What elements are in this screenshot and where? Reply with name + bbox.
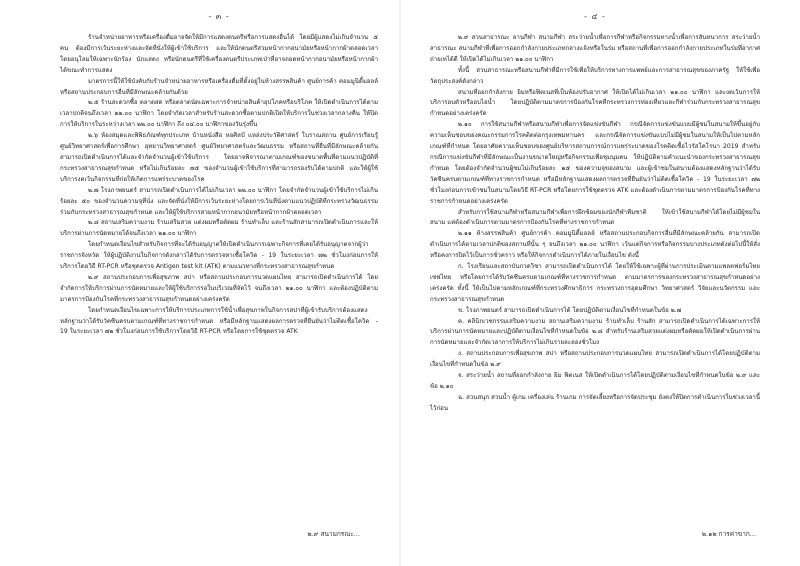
right-paragraph: ง. สถานประกอบการเพื่อสุขภาพ สปา หรือสถานประกอบการนวดแผนไทย สามารถเปิดดำเนินการได้โดยปฏิบัติตามเงื่อนไขที่กำหนดในข้อ ๒.๙	[430, 350, 760, 369]
left-paragraph: ร้านจำหน่ายอาหารหรือเครื่องดื่มอาจจัดให้มีการแสดงดนตรีหรือการแสดงอื่นได้ โดยมีผู้แสดงไม่เกินจำนวน ๕ คน ต้องมีการเว้นระยะห่างและจัดที่นั่งให้ผู้เข้าใช้บริการ และให้นักดนตรีสวมหน้ากากอนามัยหรือหน้ากากผ้าตลอดเวลา โดยอนุโลมให้เฉพาะนักร้อง นักแสดง หรือนักดนตรีที่ใช้เครื่องดนตรีประเภทเป่าที่อาจถอดหน้ากากอนามัยหรือหน้ากากผ้าได้ขณะทำการแสดง	[60, 34, 378, 74]
left-paragraph: ๒.๙ สถานประกอบการเพื่อสุขภาพ สปา หรือสถานประกอบการนวดแผนไทย สามารถเปิดดำเนินการได้ โดยจำกัดการให้บริการผ่านการนัดหมายและให้ผู้ใช้บริการรอในบริเวณที่จัดไว้ จนถึงเวลา ๒๑.๐๐ นาฬิกา และต้องปฏิบัติตามมาตรการป้องกันโรคที่กระทรวงสาธารณสุขกำหนดอย่างเคร่งครัด	[60, 273, 378, 303]
right-paragraph: จ. สระว่ายน้ำ สถานที่ออกกำลังกาย ยิม ฟิตเนส ให้เปิดดำเนินการได้โดยปฏิบัติตามเงื่อนไขที่กำหนดในข้อ ๒.๙ และข้อ ๒.๑๐	[430, 372, 760, 390]
left-paragraph: ๒.๗ โรงภาพยนตร์ สามารถเปิดดำเนินการได้ไม่เกินเวลา ๒๒.๐๐ นาฬิกา โดยจำกัดจำนวนผู้เข้าใช้บริการไม่เกินร้อยละ ๕๐ ของจำนวนความจุที่นั่ง และจัดที่นั่งให้มีการเว้นระยะห่างโดยการเว้นที่นั่งตามแนวปฏิบัติที่กระทรวงวัฒนธรรมร่วมกับกระทรวงสาธารณสุขกำหนด และให้ผู้ใช้บริการสวมหน้ากากอนามัยหรือหน้ากากผ้าตลอดเวลา	[60, 186, 378, 216]
left-paragraph: ๒.๕ ร้านสะดวกซื้อ ตลาดสด หรือตลาดนัดเฉพาะการจำหน่ายสินค้าอุปโภคหรือบริโภค ให้เปิดดำเนินการได้ตามเวลาปกติจนถึงเวลา ๒๒.๐๐ นาฬิกา โดยจำกัดเวลาสำหรับร้านสะดวกซื้อตามปกติเปิดให้บริการในช่วงเวลากลางคืน ให้ปิดการให้บริการในระหว่างเวลา ๒๒.๐๐ นาฬิกา ถึง ๐๔.๐๐ นาฬิกาของวันรุ่งขึ้น	[60, 99, 378, 129]
right-page	[400, 0, 800, 566]
right-paragraph: ๒.๑๑ ห้างสรรพสินค้า ศูนย์การค้า คอมมูนิตี้มอลล์ หรือสถานประกอบกิจการอื่นที่มีลักษณะคล้ายกัน สามารถเปิดดำเนินการได้ตามเวลาปกติของสถานที่นั้น ๆ จนถึงเวลา ๒๑.๐๐ นาฬิกา เว้นแต่กิจการหรือกิจกรรมบางประเภทดังต่อไปนี้ให้สั่งหรือคงการปิดไว้เป็นการชั่วคราว หรือให้กิจการดำเนินการได้ภายในเงื่อนไข ดังนี้	[430, 230, 760, 260]
right-page-footer: ๒.๑๒ การค่าขาก...	[701, 530, 756, 538]
right-paragraph: ทั้งนี้ สวนสาธารณะหรือสนามกีฬาที่มีการใช้เพื่อให้บริการทางการแพทย์และการสาธารณสุขของภาครัฐ ให้ใช้เพื่อวัตถุประสงค์ดังกล่าว	[430, 66, 760, 85]
left-page-number: - ๓ -	[208, 12, 230, 21]
right-page-number: - ๔ -	[584, 12, 606, 21]
left-paragraph: โดยกำหนดเงื่อนไขสำหรับกิจการที่จะได้รับอนุญาตให้เปิดดำเนินการเฉพาะกิจการที่เคยได้รับอนุญาตจากผู้ว่าราชการจังหวัด ให้ผู้ปฏิบัติงานในกิจการดังกล่าวได้รับการตรวจหาเชื้อโควิด - 19 ในระยะเวลา ๗๒ ชั่วโมงก่อนการให้บริการโดยวิธี RT-PCR หรือชุดตรวจ Antigen test kit (ATK) ตามแนวทางที่กระทรวงสาธารณสุขกำหนด	[60, 241, 378, 271]
right-paragraph: ๒.๑๐ การใช้สนามกีฬาหรือสนามกีฬาเพื่อการจัดแข่งขันกีฬา กรณีจัดการแข่งขันแบบมีผู้ชมในสนามให้ขึ้นอยู่กับความเห็นชอบของคณะกรรมการโรคติดต่อกรุงเทพมหานคร และกรณีจัดการแข่งขันแบบไม่มีผู้ชมในสนามให้เป็นไปตามหลักเกณฑ์ที่กำหนด โดยอาศัยความเห็นชอบของศูนย์บริหารสถานการณ์การแพร่ระบาดของโรคติดเชื้อไวรัสโคโรนา 2019 สำหรับกรณีการแข่งขันกีฬาที่มีลักษณะเป็นงานขนาดใหญ่หรือกิจกรรมเพื่อชุมนุมคน ให้ปฏิบัติตามคำแนะนำของกระทรวงสาธารณสุขกำหนด โดยต้องจำกัดจำนวนผู้ชมไม่เกินร้อยละ ๒๕ ของความจุของสนาม และผู้เข้าชมในสนามต้องแสดงหลักฐานว่าได้รับวัคซีนครบตามเกณฑ์ที่ทางราชการกำหนด หรือมีหลักฐานแสดงผลการตรวจที่ยืนยันว่าไม่ติดเชื้อโควิด - 19 ในระยะเวลา ๗๒ ชั่วโมงก่อนการเข้าชมในสนามโดยวิธี RT-PCR หรือโดยการใช้ชุดตรวจ ATK และต้องดำเนินการตามมาตรการป้องกันโรคที่ทางราชการกำหนดอย่างเคร่งครัด	[430, 121, 760, 205]
right-paragraph: สนามที่ออกกำลังกาย ยิมหรือฟิตเนสที่เป็นห้องปรับอากาศ ให้เปิดได้ไม่เกินเวลา ๒๑.๐๐ นาฬิกา และงดเว้นการให้บริการอบตัวหรืออบไอน้ำ โดยปฏิบัติตามมาตรการป้องกันโรคที่กระทรวงการท่องเที่ยวและกีฬาร่วมกับกระทรวงสาธารณสุขกำหนดอย่างเคร่งครัด	[430, 88, 760, 118]
left-page-footer: ๒.๙ สนามกรณะ...	[307, 530, 360, 538]
right-paragraph: ๒.๙ สวนสาธารณะ ลานกีฬา สนามกีฬา สระว่ายน้ำเพื่อการกีฬาหรือกิจกรรมทางน้ำเพื่อการสันทนาการ สระว่ายน้ำสาธารณะ สนามกีฬาที่เพื่อการออกกำลังกายประเภทกลางแจ้งหรือในร่ม หรือสถานที่เพื่อการออกกำลังกายประเภทในร่มที่อากาศถ่ายเทได้ดี ให้เปิดได้ไม่เกินเวลา ๒๑.๐๐ นาฬิกา	[430, 34, 760, 63]
right-paragraph: ก. โรงเรียนและสถาบันกวดวิชา สามารถเปิดดำเนินการได้ โดยให้ใช้เฉพาะผู้ที่ผ่านการประเมินตามแพลตฟอร์มไทยเซฟไทย หรือโดยการได้รับวัคซีนครบตามเกณฑ์ที่ทางราชการกำหนด ตามมาตรการของกระทรวงสาธารณสุขกำหนดอย่างเคร่งครัด ทั้งนี้ ให้เป็นไปตามหลักเกณฑ์ที่กระทรวงศึกษาธิการ กระทรวงการอุดมศึกษา วิทยาศาสตร์ วิจัยและนวัตกรรม และกระทรวงสาธารณสุขกำหนด	[430, 263, 760, 303]
left-paragraph: โดยกำหนดเงื่อนไขเฉพาะการให้บริการประเภทการใช้น้ำเพื่อสุขภาพในกิจการสปาที่ผู้เข้ารับบริการต้องแสดงหลักฐานว่าได้รับวัคซีนครบตามเกณฑ์ที่ทางราชการกำหนด หรือมีหลักฐานแสดงผลการตรวจที่ยืนยันว่าไม่ติดเชื้อโควิด - 19 ในระยะเวลา ๗๒ ชั่วโมงก่อนการใช้บริการโดยวิธี RT-PCR หรือโดยการใช้ชุดตรวจ ATK	[60, 306, 378, 336]
right-paragraph: ข. โรงภาพยนตร์ สามารถเปิดดำเนินการได้ โดยปฏิบัติตามเงื่อนไขที่กำหนดในข้อ ๒.๗	[458, 306, 682, 314]
right-paragraph: สำหรับการใช้สนามกีฬาหรือสนามกีฬาเพื่อการฝึกซ้อมของนักกีฬาทีมชาติ ให้เข้าใช้สนามกีฬาได้โดยไม่มีผู้ชมในสนาม แต่ต้องดำเนินการตามมาตรการป้องกันโรคที่ทางราชการกำหนด	[430, 208, 760, 227]
right-paragraph: ฉ. สวนสนุก สวนน้ำ ตู้เกม เครื่องเล่น ร้านเกม การจัดเลี้ยงหรือการจัดประชุม ยังคงให้ปิดการดำเนินการในช่วงเวลานี้ไว้ก่อน	[430, 393, 760, 412]
right-paragraph: ค. คลินิกเวชกรรมเสริมความงาม สถานเสริมความงาม ร้านทำเล็บ ร้านสัก สามารถเปิดดำเนินการได้เฉพาะการให้บริการผ่านการนัดหมายและปฏิบัติตามเงื่อนไขที่กำหนดในข้อ ๒.๘ สำหรับร้านเสริมสวยแต่งผมหรือตัดผมให้เปิดดำเนินการผ่านการนัดหมายและจำกัดเวลาการให้บริการไม่เกินรายละลองชั่วโมง	[430, 317, 760, 347]
left-paragraph: ๒.๖ ห้องสมุดและพิพิธภัณฑ์ทุกประเภท บ้านหนังสือ หอศิลป์ แหล่งประวัติศาสตร์ โบราณสถาน ศูนย์การเรียนรู้ ศูนย์วิทยาศาสตร์เพื่อการศึกษา อุทยานวิทยาศาสตร์ ศูนย์วิทยาศาสตร์และวัฒนธรรม หรือสถานที่อื่นที่มีลักษณะคล้ายกัน สามารถเปิดดำเนินการได้และจำกัดจำนวนผู้เข้าใช้บริการ โดยอาจพิจารณาตามเกณฑ์ของขนาดพื้นที่ตามแนวปฏิบัติที่กระทรวงสาธารณสุขกำหนด หรือไม่เกินร้อยละ ๗๕ ของจำนวนผู้เข้าใช้บริการที่สามารถรองรับได้ตามปกติ และให้ผู้ใช้บริการงดเว้นกิจกรรมที่ก่อให้เกิดการแพร่ระบาดของโรค	[60, 132, 378, 183]
left-paragraph: มาตรการนี้ให้ใช้บังคับกับร้านจำหน่ายอาหารหรือเครื่องดื่มที่ตั้งอยู่ในห้างสรรพสินค้า ศูนย์การค้า คอมมูนิตี้มอลล์ หรือสถานประกอบการอื่นที่มีลักษณะคล้ายกันด้วย	[60, 77, 378, 96]
left-paragraph: ๒.๘ สถานเสริมความงาม ร้านเสริมสวย แต่งผมหรือตัดผม ร้านทำเล็บ และร้านสักสามารถเปิดดำเนินการและให้บริการผ่านการนัดหมายได้จนถึงเวลา ๒๑.๐๐ นาฬิกา	[60, 219, 378, 238]
